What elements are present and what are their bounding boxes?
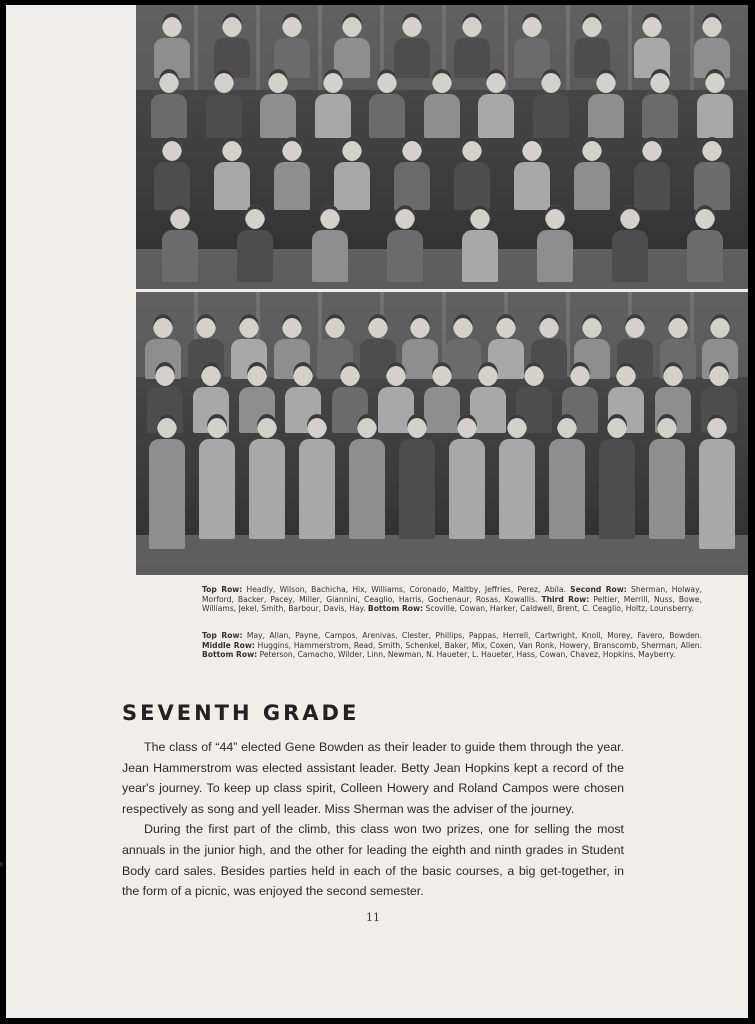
binding-hole (0, 862, 3, 867)
class-photo-top (136, 5, 748, 289)
class-photo-bottom (136, 292, 748, 575)
section-heading: SEVENTH GRADE (122, 701, 360, 725)
section-body (122, 737, 624, 902)
photo-row (142, 205, 742, 282)
photo-caption-top: Top Row: Headly, Wilson, Bachicha, Hix, Williams, Coronado, Maltby, Jeffries, Perez, Abila. Second Row: Sherman, Holway, Morford, Backer, Pacey, Miller, Giannini, Ceaglio, Harris, Gochenaur, Rosas, Kowallis. Third Row: Peltier, Merrill, Nuss, Bowe, Williams, Jekel, Smith, Barbour, Davis, Hay. Bottom Row: Scoville, Cowan, Harker, Caldwell, Brent, C. Ceaglio, Holtz, Lounsberry. (202, 585, 702, 614)
page-number: 11 (366, 911, 380, 924)
paragraph: The class of “44” elected Gene Bowden as their leader to guide them through the year. Jean Hammerstrom was elected assistant leader. Betty Jean Hopkins kept a record of the year's journey. To keep up class spirit, Colleen Howery and Roland Campos were chosen respectively as song and yell leader. Miss Sherman was the adviser of the journey. (122, 740, 624, 816)
photo-row (142, 69, 742, 138)
photo-row (142, 414, 742, 549)
photo-row (142, 137, 742, 210)
yearbook-page (6, 5, 748, 1018)
photo-caption-bottom: Top Row: May, Allan, Payne, Campos, Arenivas, Clester, Phillips, Pappas, Herrell, Cartwright, Knoll, Morey, Favero, Bowden. Middle Row: Huggins, Hammerstrom, Read, Smith, Schenkel, Baker, Mix, Coxen, Van Ronk, Howery, Branscomb, Sherman, Allen. Bottom Row: Peterson, Camacho, Wilder, Linn, Newman, N. Haueter, L. Haueter, Hass, Cowan, Chavez, Hopkins, Mayberry. (202, 631, 702, 660)
paragraph: During the first part of the climb, this class won two prizes, one for selling the most annuals in the junior high, and the other for leading the eighth and ninth grades in Student Body card sales. Besides parties held in each of the basic courses, a big get-together, in the form of a picnic, was enjoyed the second semester. (122, 822, 624, 899)
